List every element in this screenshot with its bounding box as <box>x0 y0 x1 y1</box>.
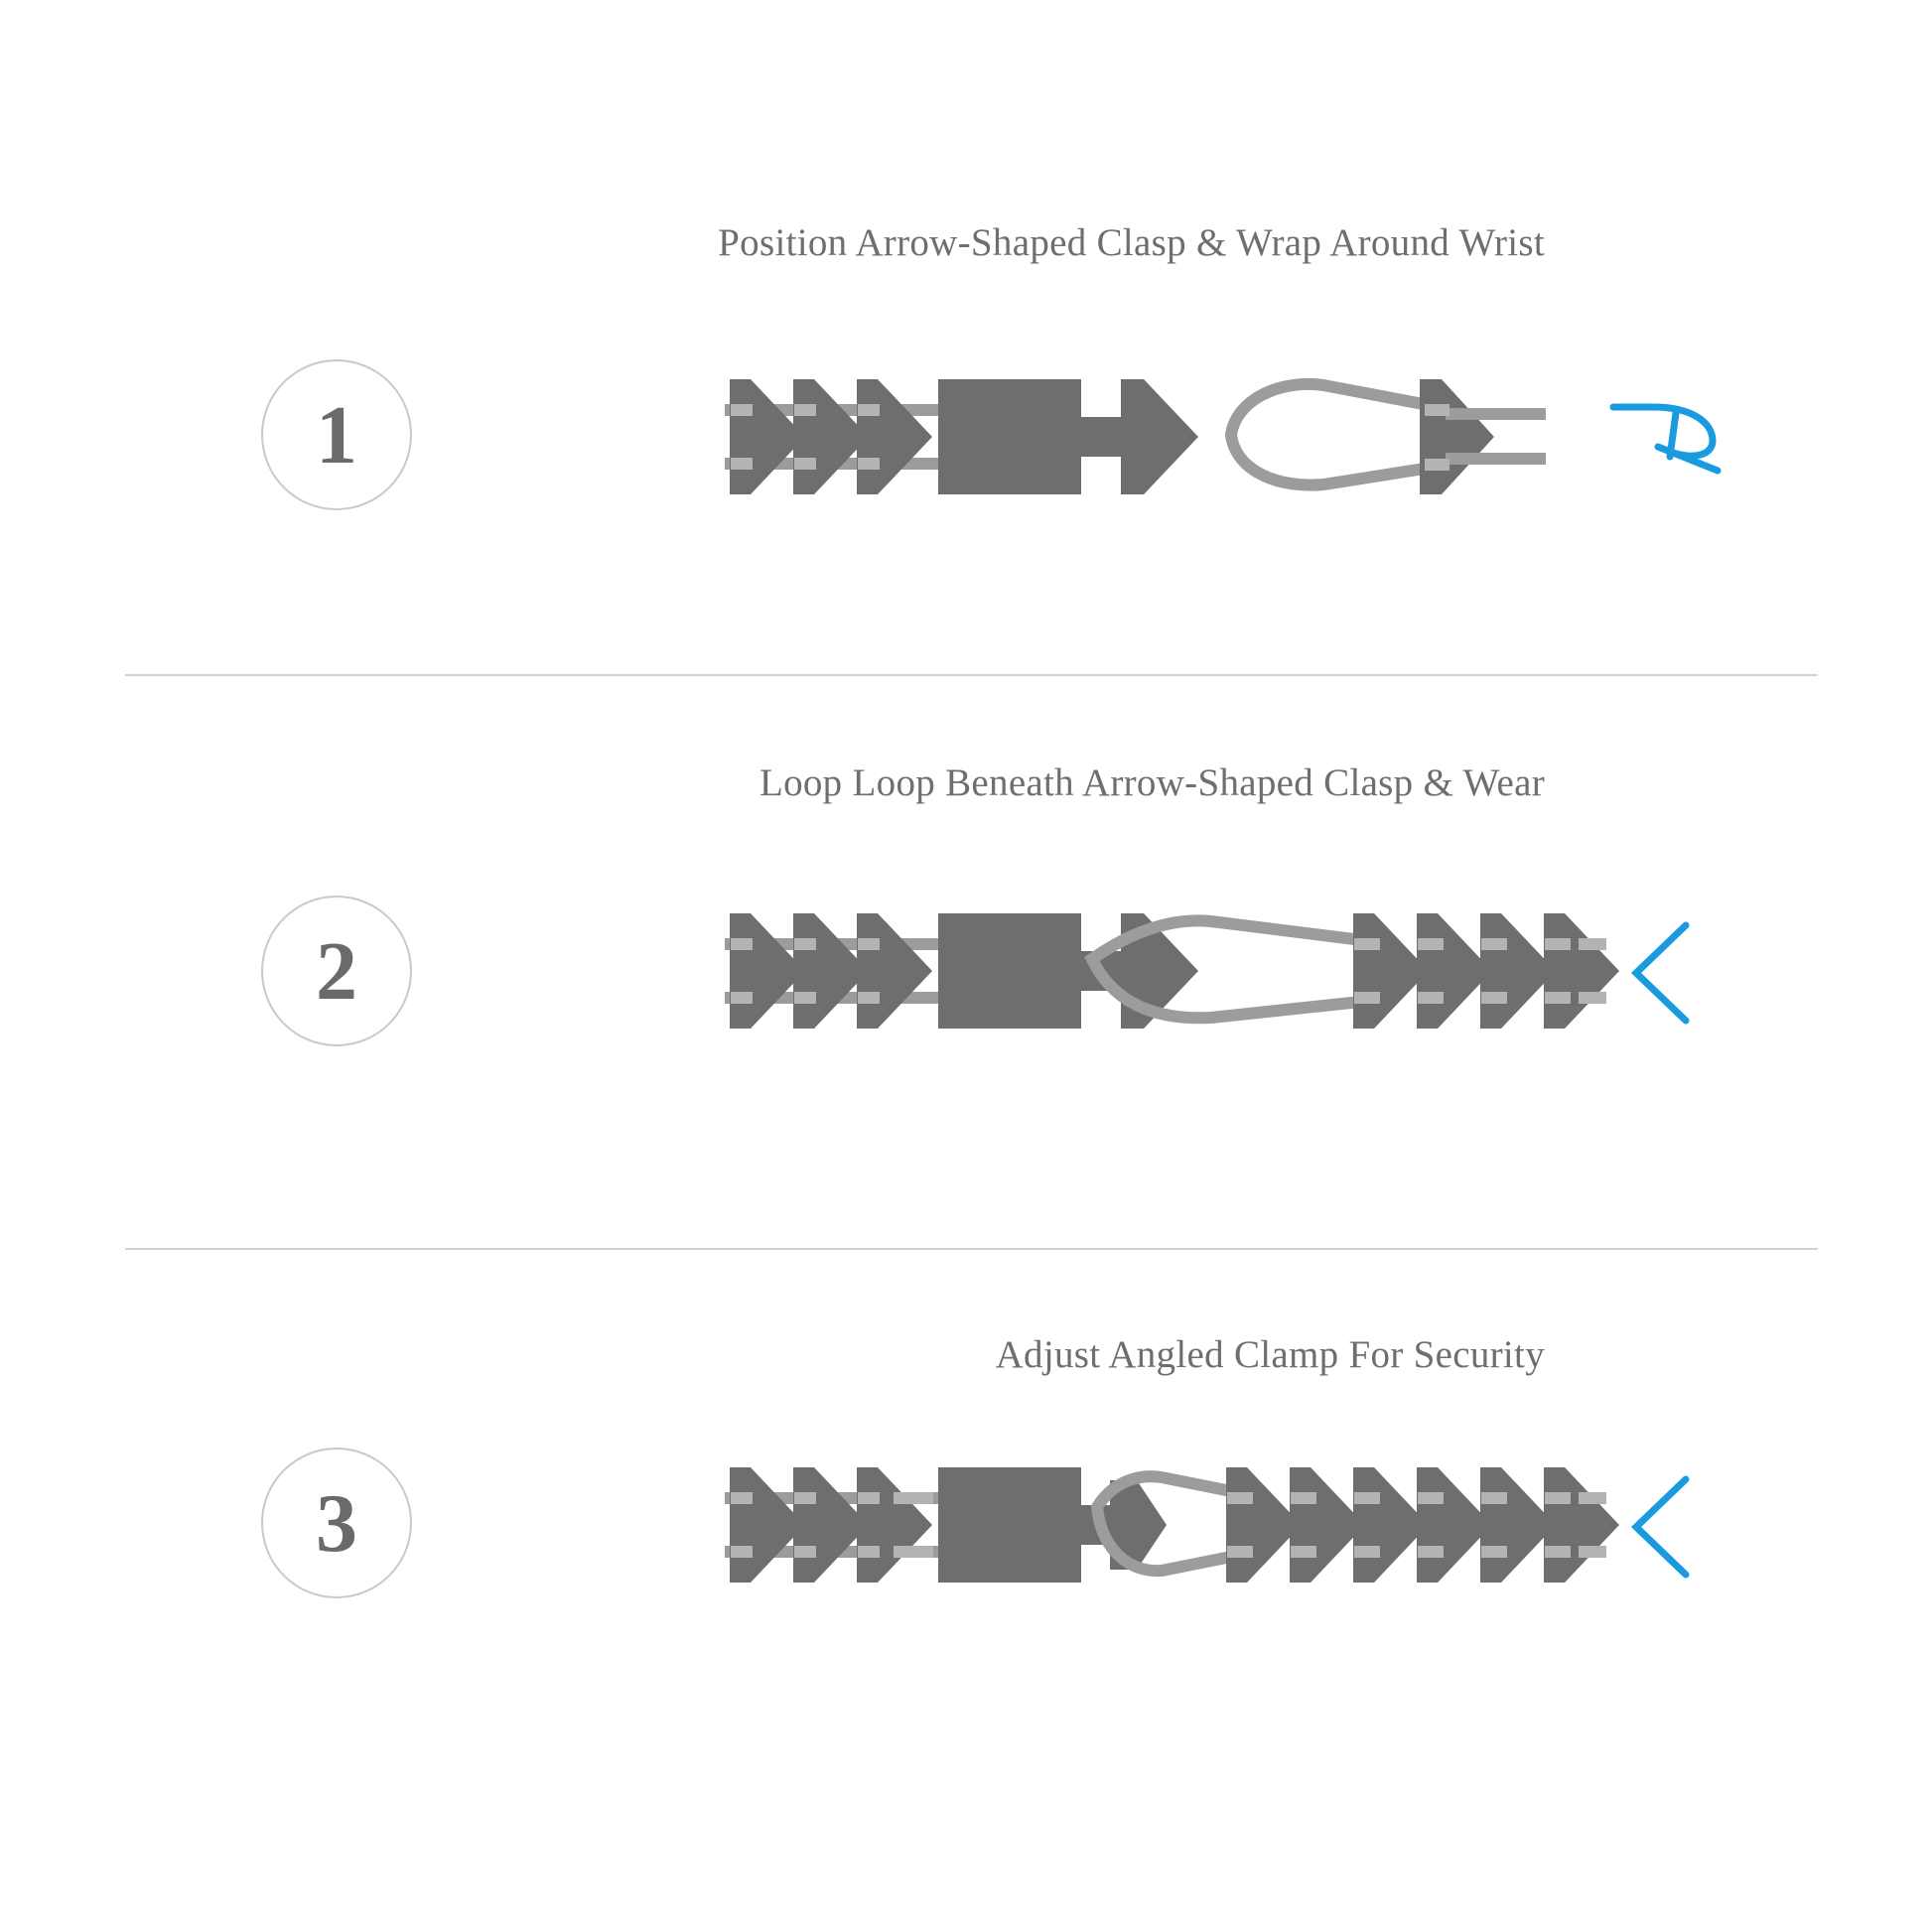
step-1-title: Position Arrow-Shaped Clasp & Wrap Around Wrist <box>718 221 1545 264</box>
step-3-number <box>261 1448 412 1598</box>
clasp-block <box>938 1467 1081 1583</box>
step-1-number <box>261 359 412 510</box>
left-chevron-icon <box>1636 1479 1686 1575</box>
clasp-block <box>938 913 1081 1029</box>
arrow-clasp <box>1121 379 1198 494</box>
step-2-title: Loop Loop Beneath Arrow-Shaped Clasp & Wear <box>759 761 1545 804</box>
arrow-bead-group <box>730 379 932 494</box>
arrow-bead <box>1544 1467 1619 1583</box>
step-1-number-label: 1 <box>316 388 357 482</box>
section-divider <box>125 1248 1818 1250</box>
arrow-bead <box>857 379 932 494</box>
step-2-diagram <box>695 872 1737 1070</box>
step-2-number <box>261 896 412 1046</box>
step-1 <box>0 0 1932 675</box>
arrow-bead-group-right <box>1353 913 1619 1029</box>
arrow-bead <box>857 1467 932 1583</box>
arrow-bead-group-right <box>1226 1467 1619 1583</box>
step-1-diagram <box>695 338 1737 536</box>
left-chevron-icon <box>1636 925 1686 1021</box>
step-2 <box>0 675 1932 1251</box>
curved-arrow-icon <box>1613 407 1718 471</box>
arrow-bead-group <box>730 1467 932 1583</box>
step-3-diagram <box>695 1426 1737 1624</box>
step-3-title: Adjust Angled Clamp For Security <box>995 1333 1545 1376</box>
step-3 <box>0 1251 1932 1932</box>
clasp-block <box>938 379 1081 494</box>
step-3-number-label: 3 <box>316 1476 357 1570</box>
step-2-number-label: 2 <box>316 924 357 1018</box>
arrow-bead <box>1544 913 1619 1029</box>
arrow-bead <box>857 913 932 1029</box>
cord-loop <box>1231 384 1449 485</box>
arrow-bead-group <box>730 913 932 1029</box>
end-arrow-bead <box>1420 379 1494 494</box>
